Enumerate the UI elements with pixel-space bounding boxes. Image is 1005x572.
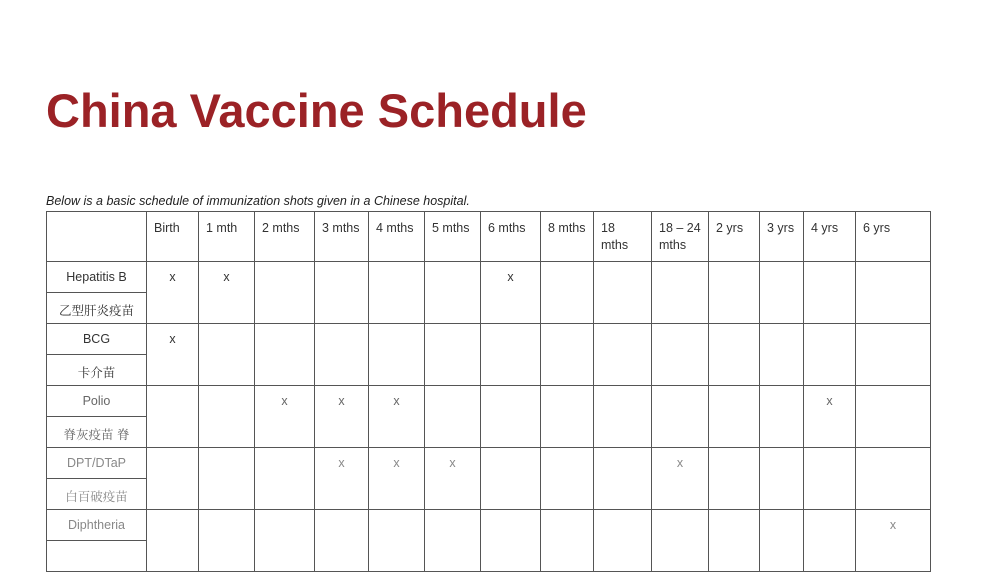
schedule-cell: [652, 386, 709, 448]
vaccine-name: Polio: [47, 386, 147, 417]
schedule-cell: [709, 386, 760, 448]
schedule-cell: [804, 448, 856, 510]
page-title: China Vaccine Schedule: [46, 84, 587, 137]
vaccine-name: Diphtheria: [47, 510, 147, 541]
vaccine-name-chinese: [47, 541, 147, 572]
column-header: 6 mths: [481, 212, 541, 262]
column-header: 3 mths: [315, 212, 369, 262]
schedule-cell: x: [369, 448, 425, 510]
schedule-cell: [425, 324, 481, 386]
vaccine-name-chinese: 白百破疫苗: [47, 479, 147, 510]
schedule-cell: [147, 386, 199, 448]
schedule-cell: [147, 510, 199, 572]
schedule-cell: x: [315, 386, 369, 448]
schedule-cell: [255, 324, 315, 386]
schedule-cell: [369, 324, 425, 386]
schedule-cell: [425, 386, 481, 448]
schedule-cell: [199, 510, 255, 572]
column-header: 18 – 24 mths: [652, 212, 709, 262]
schedule-cell: x: [199, 262, 255, 324]
schedule-cell: [199, 386, 255, 448]
header-corner-cell: [47, 212, 147, 262]
schedule-cell: [481, 324, 541, 386]
schedule-cell: [709, 510, 760, 572]
schedule-cell: x: [369, 386, 425, 448]
schedule-cell: [594, 386, 652, 448]
schedule-cell: x: [147, 324, 199, 386]
schedule-cell: [425, 262, 481, 324]
schedule-cell: [804, 324, 856, 386]
schedule-cell: [315, 324, 369, 386]
schedule-cell: [760, 386, 804, 448]
vaccine-name: BCG: [47, 324, 147, 355]
table-row: [47, 510, 931, 541]
schedule-cell: [760, 448, 804, 510]
schedule-cell: [541, 448, 594, 510]
column-header: 8 mths: [541, 212, 594, 262]
schedule-cell: [856, 386, 931, 448]
column-header: 4 mths: [369, 212, 425, 262]
schedule-cell: [147, 448, 199, 510]
schedule-cell: [709, 262, 760, 324]
schedule-cell: [541, 386, 594, 448]
column-header: 1 mth: [199, 212, 255, 262]
column-header: 3 yrs: [760, 212, 804, 262]
schedule-cell: [481, 510, 541, 572]
vaccine-name: Hepatitis B: [47, 262, 147, 293]
column-header: Birth: [147, 212, 199, 262]
schedule-cell: x: [315, 448, 369, 510]
schedule-cell: [315, 510, 369, 572]
vaccine-name-chinese: 脊灰疫苗 脊: [47, 417, 147, 448]
schedule-cell: [760, 510, 804, 572]
schedule-cell: [804, 262, 856, 324]
schedule-cell: [709, 324, 760, 386]
schedule-cell: [541, 262, 594, 324]
column-header: 2 yrs: [709, 212, 760, 262]
schedule-cell: [481, 386, 541, 448]
table-row: [47, 324, 931, 355]
column-header: 18 mths: [594, 212, 652, 262]
schedule-cell: [652, 324, 709, 386]
schedule-cell: [760, 324, 804, 386]
schedule-cell: [481, 448, 541, 510]
vaccine-schedule-table: [46, 211, 931, 572]
schedule-cell: [652, 262, 709, 324]
schedule-cell: [856, 262, 931, 324]
column-header: 2 mths: [255, 212, 315, 262]
schedule-cell: [315, 262, 369, 324]
vaccine-name-chinese: 卡介苗: [47, 355, 147, 386]
schedule-cell: [425, 510, 481, 572]
schedule-cell: x: [856, 510, 931, 572]
schedule-cell: [255, 262, 315, 324]
schedule-cell: [541, 324, 594, 386]
table-row: [47, 448, 931, 479]
schedule-cell: [709, 448, 760, 510]
vaccine-name: DPT/DTaP: [47, 448, 147, 479]
schedule-cell: [760, 262, 804, 324]
schedule-cell: [594, 448, 652, 510]
schedule-cell: x: [481, 262, 541, 324]
schedule-cell: x: [652, 448, 709, 510]
schedule-cell: x: [255, 386, 315, 448]
table-caption: Below is a basic schedule of immunization shots given in a Chinese hospital.: [46, 194, 470, 208]
column-header: 5 mths: [425, 212, 481, 262]
schedule-cell: [255, 448, 315, 510]
schedule-cell: [856, 448, 931, 510]
schedule-cell: [199, 324, 255, 386]
vaccine-name-chinese: 乙型肝炎疫苗: [47, 293, 147, 324]
schedule-cell: [594, 262, 652, 324]
schedule-cell: [856, 324, 931, 386]
table-header-row: [47, 212, 931, 262]
schedule-cell: x: [425, 448, 481, 510]
table-row: [47, 262, 931, 293]
column-header: 6 yrs: [856, 212, 931, 262]
schedule-cell: [594, 510, 652, 572]
schedule-cell: [255, 510, 315, 572]
schedule-cell: [652, 510, 709, 572]
schedule-cell: [804, 510, 856, 572]
schedule-cell: [199, 448, 255, 510]
schedule-cell: [594, 324, 652, 386]
table-row: [47, 386, 931, 417]
schedule-cell: [369, 510, 425, 572]
schedule-cell: [541, 510, 594, 572]
schedule-cell: x: [147, 262, 199, 324]
schedule-cell: [369, 262, 425, 324]
column-header: 4 yrs: [804, 212, 856, 262]
schedule-cell: x: [804, 386, 856, 448]
